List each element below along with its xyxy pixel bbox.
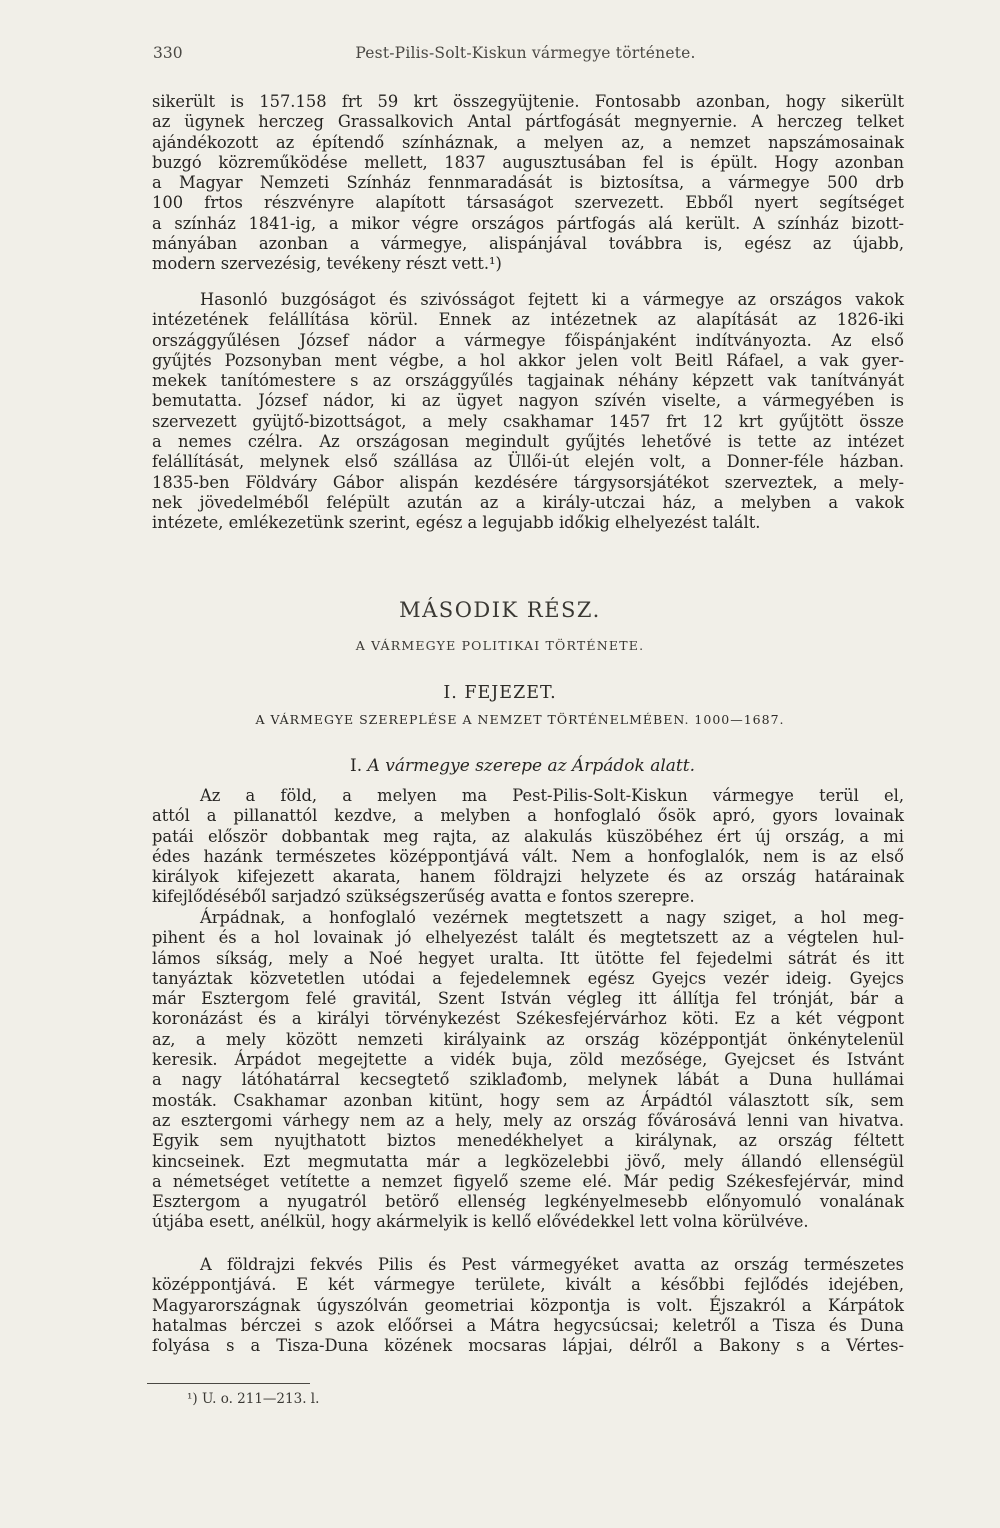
text-line: az ügynek herczeg Grassalkovich Antal pártfogását megnyernie. A herczeg telket bbox=[152, 112, 904, 132]
text-line: gyűjtés Pozsonyban ment végbe, a hol akkor jelen volt Beitl Ráfael, a vak gyer- bbox=[152, 350, 904, 370]
text-line: folyása s a Tisza-Duna közének mocsaras lápjai, délről a Bakony s a Vértes- bbox=[152, 1336, 904, 1356]
footnote-rule bbox=[147, 1383, 310, 1384]
chapter-subtitle: A VÁRMEGYE SZEREPLÉSE A NEMZET TÖRTÉNELMÉBEN. 1000—1687. bbox=[255, 712, 785, 727]
text-line: sikerült is 157.158 frt 59 krt összegyüjtenie. Fontosabb azonban, hogy sikerült bbox=[152, 92, 904, 111]
text-line: középpontjává. E két vármegye területe, kivált a későbbi fejlődés idejében, bbox=[152, 1275, 904, 1295]
text-line: kincseinek. Ezt megmutatta már a legközelebbi jövő, mely állandó ellenségül bbox=[152, 1151, 904, 1171]
text-line: tanyáztak közvetetlen utódai a fejedelemnek egész Gyejcs vezér ideig. Gyejcs bbox=[152, 968, 904, 988]
paragraph-geography bbox=[152, 1255, 904, 1356]
text-line: Magyarországnak úgyszólván geometriai központja is volt. Éjszakról a Kárpátok bbox=[152, 1295, 904, 1315]
text-line: attól a pillanattól kezdve, a melyben a honfoglaló ősök apró, gyors lovainak bbox=[152, 806, 904, 826]
section-number: I. bbox=[350, 756, 363, 776]
text-line: már Esztergom felé gravitál, Szent István végleg itt állítja fel trónját, bár a bbox=[152, 989, 904, 1009]
text-line: felállítását, melynek első szállása az Üllői-út elején volt, a Donner-féle házban. bbox=[152, 452, 904, 472]
text-line: ajándékozott az építendő színháznak, a melyen az, a nemzet napszámosainak bbox=[152, 132, 904, 152]
text-line: keresik. Árpádot megejtette a vidék buja, zöld mezősége, Gyejcset és Istvánt bbox=[152, 1050, 904, 1070]
text-line: a színház 1841-ig, a mikor végre országos pártfogás alá került. A színház bizott- bbox=[152, 213, 904, 233]
paragraph-intro bbox=[152, 786, 904, 908]
text-line: a Magyar Nemzeti Színház fennmaradását is biztosítsa, a vármegye 500 drb bbox=[152, 173, 904, 193]
text-line: nek jövedelméből felépült azután az a király-utczai ház, a melyben a vakok bbox=[152, 492, 904, 512]
text-line: 100 frtos részvényre alapított társaságot szervezett. Ebből nyert segítséget bbox=[152, 193, 904, 213]
text-line: az, a mely között nemzeti királyaink az ország középpontját önkénytelenül bbox=[152, 1029, 904, 1049]
text-line: a németséget vetítette a nemzet figyelő szeme elé. Már pedig Székesfejérvár, mind bbox=[152, 1171, 904, 1191]
footnote: ¹) U. o. 211—213. l. bbox=[187, 1391, 320, 1407]
text-line: koronázást és a királyi törvénykezést Székesfejérvárhoz köti. Ez a két végpont bbox=[152, 1009, 904, 1029]
text-line: a nemes czélra. Az országosan megindult gyűjtés lehetővé is tette az intézet bbox=[152, 432, 904, 452]
text-line: A földrajzi fekvés Pilis és Pest vármegyéket avatta az ország természetes bbox=[200, 1255, 904, 1274]
running-title: Pest-Pilis-Solt-Kiskun vármegye története. bbox=[355, 44, 696, 62]
section-heading: A vármegye szerepe az Árpádok alatt. bbox=[367, 756, 695, 776]
text-line: a nagy látóhatárral kecsegtető sziklađomb, melynek lábát a Duna hullámai bbox=[152, 1070, 904, 1090]
paragraph-theatre bbox=[152, 92, 904, 275]
text-line: országgyűlésen József nádor a vármegye főispánjaként indítványozta. Az első bbox=[152, 330, 904, 350]
text-line: kifejlődéséből sarjadzó szükségszerűség avatta e fontos szerepre. bbox=[152, 887, 695, 907]
text-line: királyok kifejezett akarata, hanem földrajzi helyzete és az ország határainak bbox=[152, 867, 904, 887]
text-line: intézetének felállítása körül. Ennek az intézetnek az alapítását az 1826-iki bbox=[152, 310, 904, 330]
text-line: intézete, emlékezetünk szerint, egész a legujabb időkig elhelyezést talált. bbox=[152, 513, 761, 533]
text-line: bemutatta. József nádor, ki az ügyet nagyon szívén viselte, a vármegyében is bbox=[152, 391, 904, 411]
text-line: Hasonló buzgóságot és szivósságot fejtett ki a vármegye az országos vakok bbox=[200, 290, 904, 309]
part-subtitle: A VÁRMEGYE POLITIKAI TÖRTÉNETE. bbox=[355, 638, 645, 653]
text-line: lámos síkság, mely a Noé hegyet uralta. Itt ütötte fel fejedelmi sátrát és itt bbox=[152, 948, 904, 968]
text-line: édes hazánk természetes középpontjává vált. Nem a honfoglalók, nem is az első bbox=[152, 846, 904, 866]
part-title: MÁSODIK RÉSZ. bbox=[399, 598, 601, 622]
text-line: pihent és a hol lovainak jó elhelyezést talált és megtetszett az a végtelen hul- bbox=[152, 928, 904, 948]
paragraph-arpad bbox=[152, 908, 904, 1233]
paragraph-blind-institute bbox=[152, 290, 904, 534]
text-line: az esztergomi várhegy nem az a hely, mely az ország fővárosává lenni van hivatva. bbox=[152, 1110, 904, 1130]
text-line: mosták. Csakhamar azonban kitünt, hogy sem az Árpádtól választott sík, sem bbox=[152, 1090, 904, 1110]
text-line: Az a föld, a melyen ma Pest-Pilis-Solt-Kiskun vármegye terül el, bbox=[200, 786, 904, 805]
text-line: 1835-ben Földváry Gábor alispán kezdésére tárgysorsjátékot szerveztek, a mely- bbox=[152, 472, 904, 492]
text-line: patái először dobbantak meg rajta, az alakulás küszöbéhez ért új ország, a mi bbox=[152, 826, 904, 846]
text-line: mányában azonban a vármegye, alispánjával továbbra is, egész az újabb, bbox=[152, 234, 904, 254]
text-line: szervezett gyüjtő-bizottságot, a mely csakhamar 1457 frt 12 krt gyűjtött össze bbox=[152, 411, 904, 431]
text-line: hatalmas bérczei s azok előőrsei a Mátra hegycsúcsai; keletről a Tisza és Duna bbox=[152, 1315, 904, 1335]
text-line: Árpádnak, a honfoglaló vezérnek megtetszett a nagy sziget, a hol meg- bbox=[200, 908, 904, 927]
text-line: Egyik sem nyujthatott biztos menedékhelyet a királynak, az ország féltett bbox=[152, 1131, 904, 1151]
text-line: modern szervezésig, tevékeny részt vett.¹) bbox=[152, 254, 502, 274]
text-line: útjába esett, anélkül, hogy akármelyik is kellő elővédekkel lett volna körülvéve. bbox=[152, 1212, 809, 1232]
text-line: Esztergom a nyugatról betörő ellenség legkényelmesebb előnyomuló vonalának bbox=[152, 1192, 904, 1212]
page-number: 330 bbox=[153, 44, 183, 62]
text-line: mekek tanítómestere s az országgyűlés tagjainak néhány képzett vak tanítványát bbox=[152, 371, 904, 391]
chapter-title: I. FEJEZET. bbox=[443, 683, 557, 703]
text-line: buzgó közreműködése mellett, 1837 augusztusában fel is épült. Hogy azonban bbox=[152, 152, 904, 172]
section-title bbox=[0, 756, 1000, 776]
